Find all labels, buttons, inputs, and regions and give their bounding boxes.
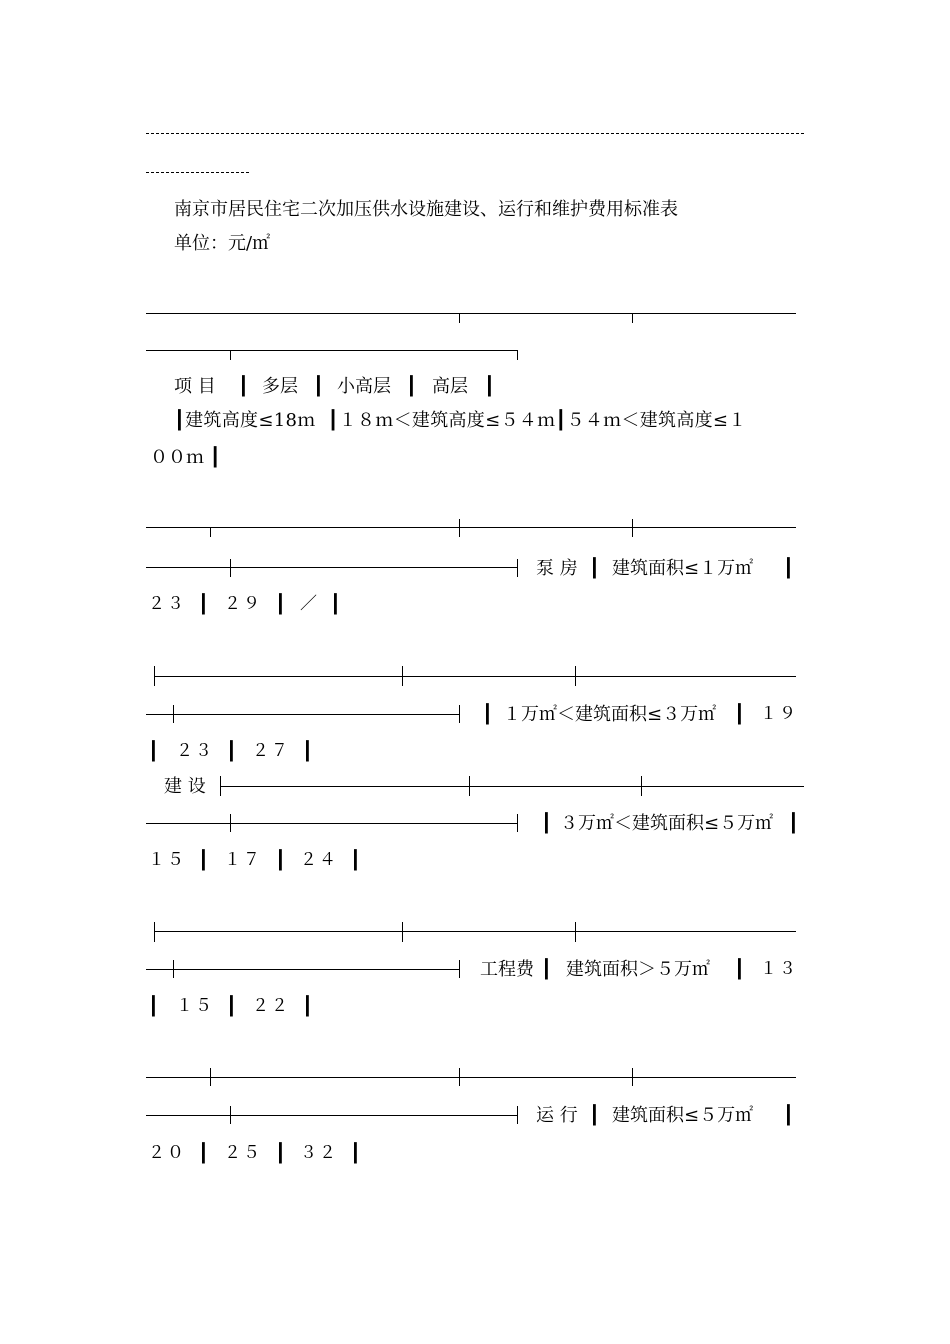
table-rule — [154, 676, 796, 677]
row-sep: ┃ — [198, 594, 209, 615]
row-sep: ┃ — [788, 813, 799, 834]
table-rule — [146, 350, 518, 351]
row-condition: ３万㎡＜建筑面积≤５万㎡ — [560, 813, 774, 834]
cell-high: ２４ — [300, 850, 338, 870]
header-sep: ┃ — [238, 376, 249, 397]
header-height-conditions: ┃建筑高度≤18ｍ ┃１８ｍ＜建筑高度≤５４ｍ┃５４ｍ＜建筑高度≤１ — [174, 410, 747, 431]
table-tick — [459, 960, 460, 978]
row-condition: 建筑面积≤５万㎡ — [612, 1105, 754, 1126]
page-title: 南京市居民住宅二次加压供水设施建设、运行和维护费用标准表 — [174, 199, 678, 220]
cell-high: ２２ — [252, 996, 290, 1016]
table-tick — [632, 519, 633, 537]
header-item: 项 目 — [174, 376, 216, 397]
table-rule — [146, 969, 460, 970]
table-tick — [469, 776, 470, 796]
row-sep: ┃ — [226, 741, 237, 762]
top-dashed-rule-tail — [146, 172, 249, 173]
row-sep: ┃ — [198, 1143, 209, 1164]
table-tick — [632, 1068, 633, 1086]
table-tick — [402, 666, 403, 686]
row-condition: 建筑面积＞５万㎡ — [566, 959, 710, 980]
table-tick — [230, 350, 231, 360]
row-sep: ┃ — [275, 594, 286, 615]
table-tick — [575, 666, 576, 686]
row-sep: ┃ — [783, 558, 794, 579]
row-sep: ┃ — [226, 996, 237, 1017]
table-rule — [146, 1115, 518, 1116]
cell-small-high: ２３ — [176, 741, 214, 761]
row-sep: ┃ — [148, 996, 159, 1017]
row-sep: ┃ — [734, 959, 745, 980]
row-label: 工程费 — [480, 959, 534, 980]
header-height-conditions-tail: ００ｍ ┃ — [150, 447, 221, 468]
table-tick — [402, 922, 403, 942]
cell-multi: ２０ — [148, 1143, 186, 1163]
table-tick — [459, 519, 460, 537]
row-sep: ┃ — [589, 1105, 600, 1126]
cell-multi: １９ — [760, 704, 798, 724]
table-tick — [517, 814, 518, 832]
row-label: 泵 房 — [536, 558, 578, 579]
row-sep: ┃ — [482, 704, 493, 725]
cell-multi: １５ — [148, 850, 186, 870]
row-sep: ┃ — [541, 813, 552, 834]
cell-small-high: １５ — [176, 996, 214, 1016]
table-tick — [154, 922, 155, 942]
row-condition: １万㎡＜建筑面积≤３万㎡ — [503, 704, 717, 725]
table-tick — [517, 559, 518, 577]
table-rule — [146, 714, 460, 715]
row-sep: ┃ — [350, 850, 361, 871]
table-tick — [210, 1068, 211, 1086]
table-tick — [459, 705, 460, 723]
table-rule — [146, 823, 518, 824]
table-tick — [517, 350, 518, 360]
table-tick — [575, 922, 576, 942]
cell-small-high: １７ — [224, 850, 262, 870]
table-tick — [173, 705, 174, 723]
cell-multi: １３ — [760, 959, 798, 979]
table-tick — [230, 559, 231, 577]
row-sep: ┃ — [589, 558, 600, 579]
table-tick — [210, 527, 211, 537]
table-tick — [230, 814, 231, 832]
row-sep: ┃ — [275, 1143, 286, 1164]
cell-multi: ２３ — [148, 594, 186, 614]
header-sep: ┃ — [484, 376, 495, 397]
unit-label: 单位：元/㎡ — [174, 233, 271, 254]
row-label: 建 设 — [164, 776, 206, 797]
top-dashed-rule — [146, 133, 804, 134]
table-tick — [230, 1106, 231, 1124]
table-rule — [146, 567, 518, 568]
header-small-high: 小高层 — [337, 376, 391, 397]
row-sep: ┃ — [783, 1105, 794, 1126]
table-tick — [641, 776, 642, 796]
header-high: 高层 — [432, 376, 468, 397]
table-tick — [173, 960, 174, 978]
cell-small-high: ２９ — [224, 594, 262, 614]
cell-high: ３２ — [300, 1143, 338, 1163]
row-sep: ┃ — [275, 850, 286, 871]
row-sep: ┃ — [734, 704, 745, 725]
table-rule — [146, 313, 796, 314]
row-sep: ┃ — [302, 741, 313, 762]
row-sep: ┃ — [350, 1143, 361, 1164]
row-sep: ┃ — [541, 959, 552, 980]
row-sep: ┃ — [330, 594, 341, 615]
header-sep: ┃ — [406, 376, 417, 397]
row-sep: ┃ — [198, 850, 209, 871]
table-tick — [517, 1106, 518, 1124]
table-tick — [632, 313, 633, 323]
cell-high: ２７ — [252, 741, 290, 761]
table-rule — [146, 527, 796, 528]
row-label: 运 行 — [536, 1105, 578, 1126]
table-rule — [220, 786, 804, 787]
cell-small-high: ２５ — [224, 1143, 262, 1163]
table-rule — [154, 931, 796, 932]
row-sep: ┃ — [148, 741, 159, 762]
table-tick — [459, 1068, 460, 1086]
row-condition: 建筑面积≤１万㎡ — [612, 558, 754, 579]
table-tick — [154, 666, 155, 686]
table-tick — [459, 313, 460, 323]
table-rule — [146, 1077, 796, 1078]
header-multi: 多层 — [262, 376, 298, 397]
header-sep: ┃ — [313, 376, 324, 397]
row-sep: ┃ — [302, 996, 313, 1017]
cell-high: ／ — [300, 594, 319, 614]
